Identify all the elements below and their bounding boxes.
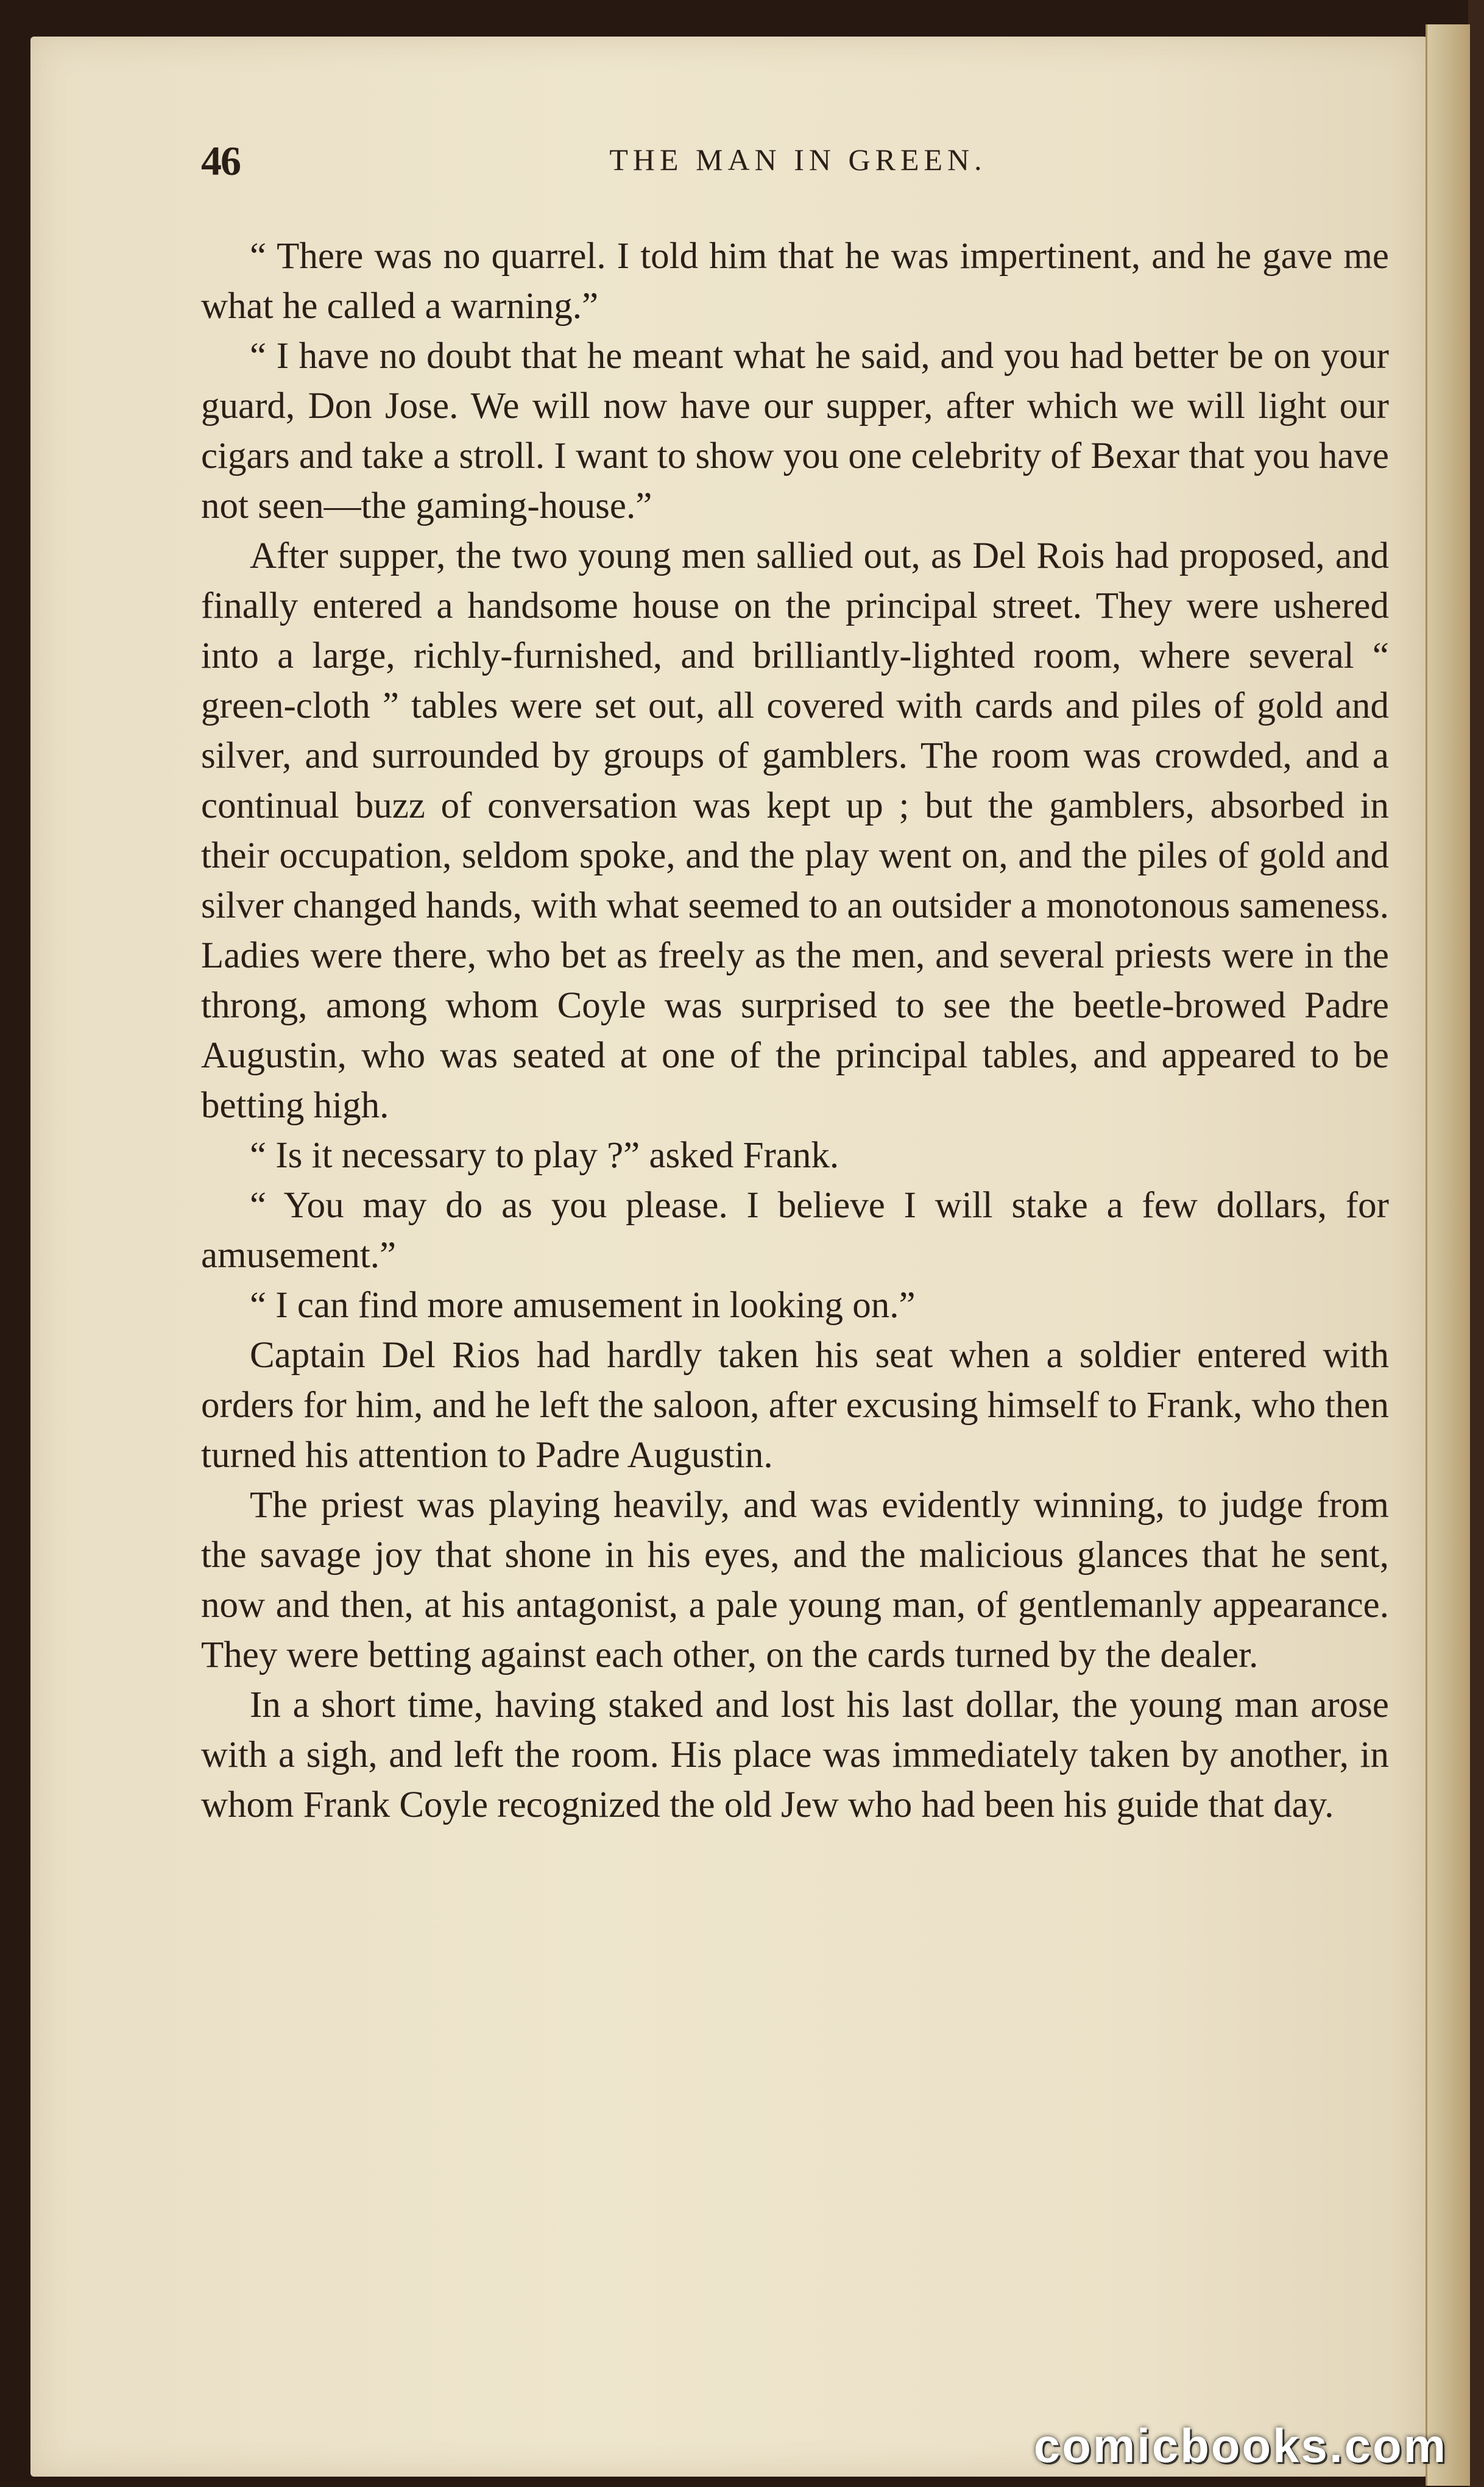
paragraph-3: After supper, the two young men sallied out, as Del Rois had proposed, and finally entered a handsome house on the principal street. They were ushered into a large, richly-furnished, and brilliantly-lighted room, where several “ green-cloth ” tables were set out, all covered with cards and piles of gold and silver, and surrounded by groups of gamblers. The room was crowded, and a continual buzz of conversation was kept up ; but the gamblers, absorbed in their occupation, seldom spoke, and the play went on, and the piles of gold and silver changed hands, with what seemed to an outsider a monotonous sameness. Ladies were there, who bet as freely as the men, and several priests were in the throng, among whom Coyle was surprised to see the beetle-browed Padre Augustin, who was seated at one of the principal tables, and appeared to be betting high. xyxy=(201,536,1389,1126)
page-edge xyxy=(1426,24,1470,2486)
paragraph-2: “ I have no doubt that he meant what he said, and you had better be on your guard, Don Jose. We will now have our supper, after which we will light our cigars and take a stroll. I want to show you one celebrity of Bexar that you have not seen—the gaming-house.” xyxy=(201,336,1389,526)
paragraph-1: “ There was no quarrel. I told him that he was impertinent, and he gave me what he called a warning.” xyxy=(201,236,1389,327)
paragraph-4: “ Is it necessary to play ?” asked Frank. xyxy=(250,1135,839,1176)
paragraph-9: In a short time, having staked and lost his last dollar, the young man arose with a sigh, and left the room. His place was immediately taken by another, in whom Frank Coyle recognized the old Jew who had been his guide that day. xyxy=(201,1685,1389,1825)
paragraph-5: “ You may do as you please. I believe I will stake a few dollars, for amusement.” xyxy=(201,1185,1389,1276)
body-text xyxy=(201,232,1389,1830)
page-header xyxy=(201,137,1395,192)
page-number: 46 xyxy=(201,138,240,184)
paragraph-7: Captain Del Rios had hardly taken his seat when a soldier entered with orders for him, and he left the saloon, after excusing himself to Frank, who then turned his attention to Padre Augustin. xyxy=(201,1335,1389,1476)
running-head: THE MAN IN GREEN. xyxy=(609,143,987,177)
paragraph-8: The priest was playing heavily, and was evidently winning, to judge from the savage joy that shone in his eyes, and the malicious glances that he sent, now and then, at his antagonist, a pale young man, of gentlemanly appearance. They were betting against each other, on the cards turned by the dealer. xyxy=(201,1485,1389,1675)
site-watermark: comicbooks.com xyxy=(1033,2419,1447,2472)
paragraph-6: “ I can find more amusement in looking on.” xyxy=(250,1285,916,1326)
spine-strip xyxy=(1468,0,1484,2487)
